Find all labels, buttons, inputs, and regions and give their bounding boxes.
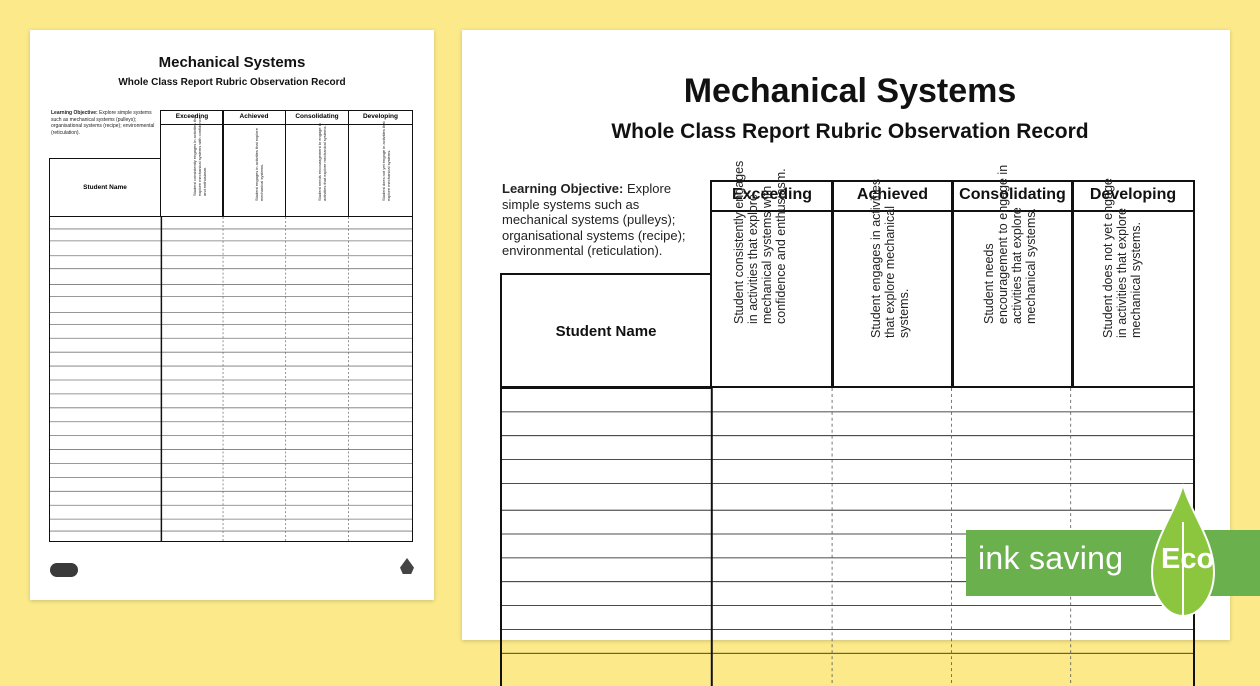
thumbnail-column-label: Exceeding xyxy=(161,111,223,125)
thumbnail-objective-label: Learning Objective: xyxy=(51,110,98,116)
thumbnail-column-description: Student consistently engages in activities that explore mechanical systems with confidence and enthusiasm. xyxy=(192,115,207,196)
thumbnail-page xyxy=(30,30,434,600)
page-subtitle: Whole Class Report Rubric Observation Record xyxy=(611,120,1089,143)
thumbnail-subtitle: Whole Class Report Rubric Observation Record xyxy=(118,77,346,88)
page-title: Mechanical Systems xyxy=(683,72,1017,110)
student-name-header: Student Name xyxy=(500,273,712,389)
column-description: Student does not yet engage in activities that explore mechanical systems. xyxy=(1101,178,1143,338)
thumbnail-column-description: Student engages in activities that explore mechanical systems. xyxy=(254,128,264,201)
column-label: Developing xyxy=(1073,182,1193,212)
thumbnail-column-achieved xyxy=(222,110,286,217)
column-achieved xyxy=(831,180,954,388)
thumbnail-objective xyxy=(51,110,159,136)
learning-objective xyxy=(502,181,708,259)
column-developing xyxy=(1071,180,1195,388)
column-description: Student needs encouragement to engage in activities that explore mechanical systems. xyxy=(982,164,1038,324)
column-label: Exceeding xyxy=(712,182,832,212)
thumbnail-rows-grid xyxy=(49,216,413,542)
thumbnail-student-name-header: Student Name xyxy=(49,158,161,217)
column-label: Consolidating xyxy=(953,182,1072,212)
column-description: Student consistently engages in activities that explore mechanical systems with confidence and enthusiasm. xyxy=(732,160,788,324)
thumbnail-column-developing xyxy=(348,110,413,217)
learning-objective-text: Explore simple systems such as mechanical systems (pulleys); organisational systems (recipe); environmental (reticulation). xyxy=(502,181,686,259)
thumbnail-column-exceeding xyxy=(160,110,224,217)
learning-objective-label: Learning Objective: xyxy=(502,181,624,196)
column-exceeding xyxy=(710,160,834,388)
thumbnail-column-description: Student does not yet engage in activities that explore mechanical systems. xyxy=(380,121,391,201)
thumbnail-column-label: Achieved xyxy=(223,111,285,125)
thumbnail-column-label: Consolidating xyxy=(286,111,348,125)
thumbnail-column-description: Student needs encouragement to engage in activities that explore mechanical systems. xyxy=(317,123,327,201)
ink-saving-label: ink saving xyxy=(978,540,1124,576)
thumbnail-column-consolidating xyxy=(285,110,349,217)
thumbnail-title: Mechanical Systems xyxy=(158,54,306,71)
thumbnail-footer-logo xyxy=(50,563,78,577)
thumbnail-row-lines xyxy=(50,229,412,531)
column-description: Student engages in activities that explore mechanical systems. xyxy=(869,178,911,338)
thumbnail-objective-text: Explore simple systems such as mechanical systems (pulleys); organisational systems (recipe); environmental (reticulation). xyxy=(51,110,155,136)
column-label: Achieved xyxy=(833,182,952,212)
thumbnail-footer-icon xyxy=(400,558,414,574)
column-consolidating xyxy=(951,164,1074,388)
eco-label: Eco xyxy=(1161,543,1215,575)
thumbnail-column-label: Developing xyxy=(349,111,412,125)
